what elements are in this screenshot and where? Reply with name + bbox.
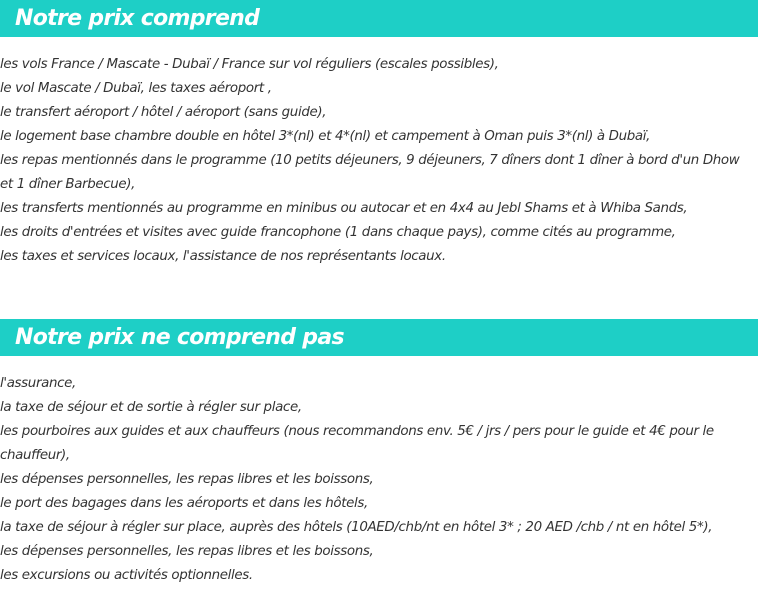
- excluded-section-header: [0, 319, 758, 356]
- list-item: la taxe de séjour à régler sur place, auprès des hôtels (10AED/chb/nt en hôtel 3* ; 20 AED /chb / nt en hôtel 5*),: [0, 520, 713, 535]
- list-item: les droits d'entrées et visites avec guide francophone (1 dans chaque pays), comme cités au programme,: [0, 225, 676, 240]
- list-item: les excursions ou activités optionnelles.: [0, 568, 253, 583]
- list-item: les repas mentionnés dans le programme (10 petits déjeuners, 9 déjeuners, 7 dîners dont 1 dîner à bord d'un Dhow et 1 dîner Barbecue),: [0, 153, 740, 192]
- excluded-items-list: [0, 372, 750, 588]
- list-item: le logement base chambre double en hôtel 3*(nl) et 4*(nl) et campement à Oman puis 3*(nl) à Dubaï,: [0, 129, 651, 144]
- list-item: le transfert aéroport / hôtel / aéroport (sans guide),: [0, 105, 327, 120]
- list-item: les pourboires aux guides et aux chauffeurs (nous recommandons env. 5€ / jrs / pers pour le guide et 4€ pour le chauffeur),: [0, 424, 714, 463]
- list-item: le port des bagages dans les aéroports et dans les hôtels,: [0, 496, 368, 511]
- list-item: le vol Mascate / Dubaï, les taxes aéroport ,: [0, 81, 272, 96]
- list-item: les dépenses personnelles, les repas libres et les boissons,: [0, 544, 374, 559]
- list-item: l'assurance,: [0, 376, 76, 391]
- list-item: les dépenses personnelles, les repas libres et les boissons,: [0, 472, 374, 487]
- list-item: la taxe de séjour et de sortie à régler sur place,: [0, 400, 302, 415]
- list-item: les taxes et services locaux, l'assistance de nos représentants locaux.: [0, 249, 446, 264]
- included-section-header: [0, 0, 758, 37]
- included-items-list: [0, 53, 750, 269]
- included-section-title: Notre prix comprend: [15, 6, 260, 31]
- list-item: les vols France / Mascate - Dubaï / France sur vol réguliers (escales possibles),: [0, 57, 499, 72]
- excluded-section-title: Notre prix ne comprend pas: [15, 325, 344, 350]
- list-item: les transferts mentionnés au programme en minibus ou autocar et en 4x4 au Jebl Shams et à Whiba Sands,: [0, 201, 688, 216]
